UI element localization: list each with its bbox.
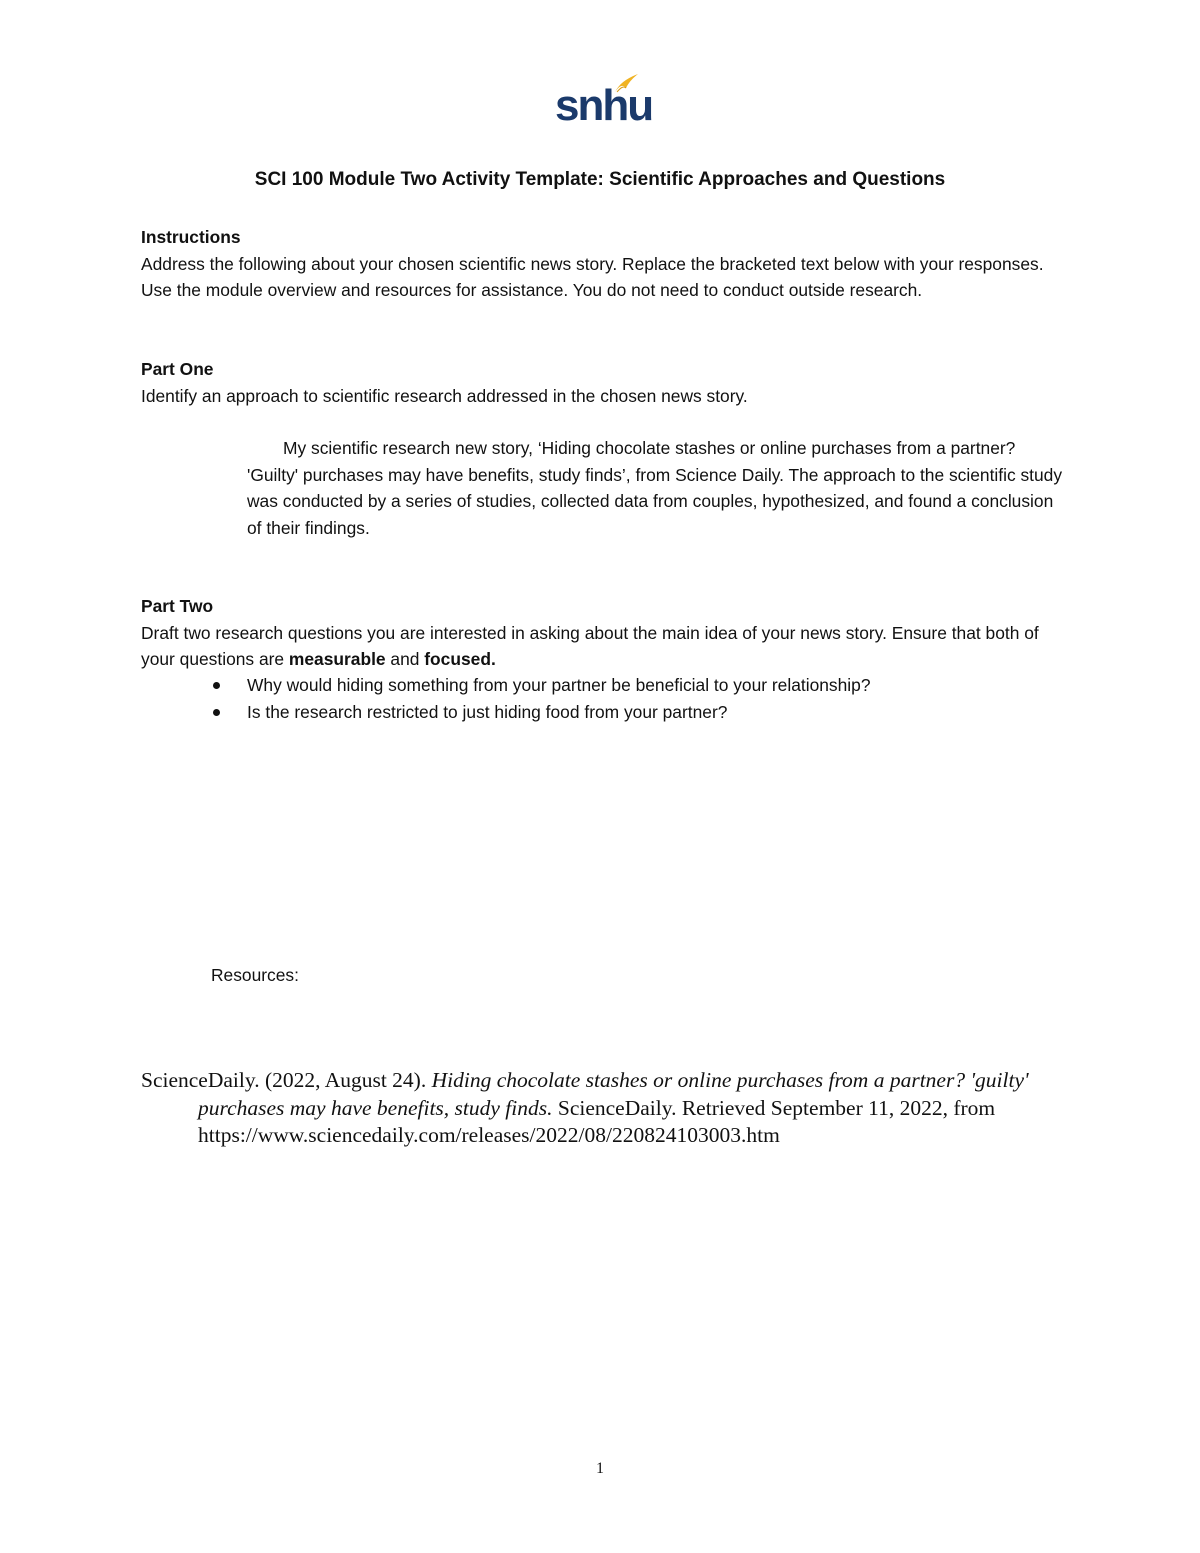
resources-label: Resources: [211, 965, 299, 985]
snhu-logo [555, 72, 653, 134]
part-one-prompt: Identify an approach to scientific research addressed in the chosen news story. [141, 385, 748, 406]
citation-title: Hiding chocolate stashes or online purchases from a partner? 'guilty' purchases may have benefits, study finds. [198, 1068, 1029, 1120]
instructions-body: Address the following about your chosen scientific news story. Replace the bracketed text below with your responses. Use the module overview and resources for assistance. You do not need to conduct outside research. [141, 253, 1044, 300]
part-two-heading: Part Two [141, 596, 214, 616]
bullet-icon [213, 709, 220, 716]
prompt-text: Draft two research questions you are interested in asking about the main idea of your news story. Ensure that both of your questions are [141, 622, 1039, 669]
question-text: Why would hiding something from your partner be beneficial to your relationship? [247, 675, 871, 695]
instructions-section [141, 224, 1061, 304]
document-title: SCI 100 Module Two Activity Template: Scientific Approaches and Questions [254, 169, 946, 190]
reference-citation [141, 1067, 1061, 1150]
research-questions-list [141, 672, 1061, 725]
part-one-heading: Part One [141, 359, 214, 379]
prompt-bold-focused: focused. [424, 649, 496, 669]
prompt-bold-measurable: measurable [288, 649, 386, 669]
prompt-text-and: and [385, 649, 425, 669]
part-one-response: My scientific research new story, ‘Hiding chocolate stashes or online purchases from a partner? 'Guilty' purchases may have benefits, study finds’, from Science Daily. The approach to the scientific study was conducted by a series of studies, collected data from couples, hypothesized, and found a conclusion of their findings. [247, 438, 1063, 538]
citation-rest: ScienceDaily. Retrieved September 11, 2022, from https://www.sciencedaily.com/releases/2022/08/220824103003.htm [198, 1095, 996, 1147]
part-two-prompt [141, 620, 1061, 673]
list-item [141, 672, 1061, 699]
citation-author-date: ScienceDaily. (2022, August 24). [141, 1068, 432, 1092]
instructions-heading: Instructions [141, 227, 241, 247]
question-text: Is the research restricted to just hiding food from your partner? [247, 701, 728, 722]
page-number: 1 [596, 1460, 604, 1477]
part-one-section [141, 356, 1061, 409]
bullet-icon [213, 682, 220, 689]
part-two-section [141, 593, 1061, 673]
list-item [141, 699, 1061, 726]
logo-text: snhu [555, 81, 653, 130]
